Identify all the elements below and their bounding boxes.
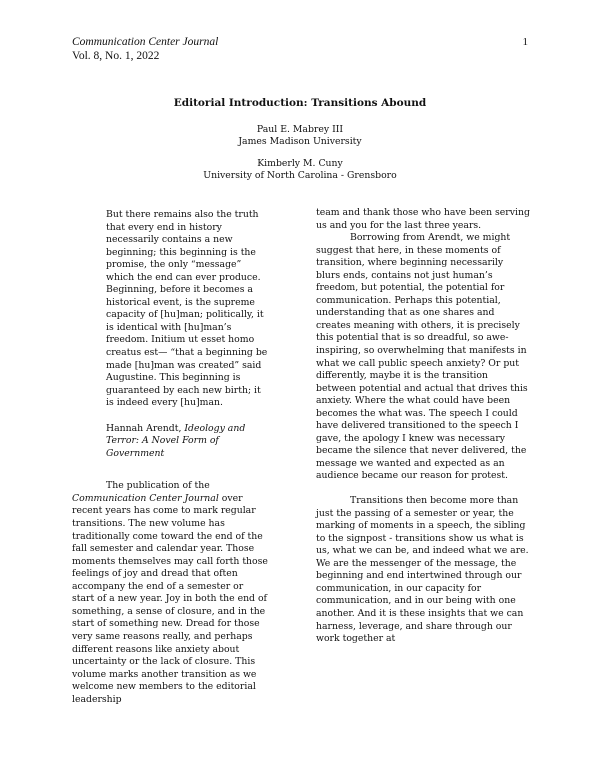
epigraph-source: Ideology and Terror: A Novel Form of Government xyxy=(106,422,246,459)
epigraph-quote: But there remains also the truth that every end in history necessarily contains a new beginning; this beginning is the promise, the only “message” which the end can ever produce. Beginning, before it becomes a historical event, is the supreme capacity of [hu]man; politically, it is identical with [hu]man’s freedom. Initium ut esset homo creatus est— “that a beginning be made [hu]man was created” said Augustine. This beginning is guaranteed by each new birth; it is indeed every [hu]man. xyxy=(106,209,268,409)
epigraph-attribution xyxy=(106,423,268,461)
author-block-2 xyxy=(0,158,600,181)
left-column xyxy=(72,209,268,706)
running-header xyxy=(72,35,218,63)
article-title: Editorial Introduction: Transitions Abound xyxy=(173,97,427,109)
author-name: Kimberly M. Cuny xyxy=(257,158,343,169)
body-paragraph-2: Borrowing from Arendt, we might suggest that here, in these moments of transition, where beginning necessarily blurs ends, contains not just human’s freedom, but potential, the potential for communication. Perhaps this potential, understanding that as one shares and creates meaning with others, it is precisely this potential that is so dreadful, so awe-inspiring, so overwhelming that manifests in what we call public speech anxiety? Or put differently, maybe it is the transition between potential and actual that drives this anxiety. Where the what could have been becomes the what was. The speech I could have delivered transitioned to the speech I gave, the apology I knew was necessary became the silence that never delivered, the message we wanted and expected as an audience became our reason for protest. xyxy=(316,232,528,482)
author-affiliation: University of North Carolina - Grensboro xyxy=(203,169,397,181)
body-paragraph-1 xyxy=(72,480,268,706)
volume-info: Vol. 8, No. 1, 2022 xyxy=(72,50,160,62)
author-name: Paul E. Mabrey III xyxy=(256,124,344,135)
body-paragraph-1-continued: team and thank those who have been serving us and you for the last three years. xyxy=(316,207,530,231)
journal-title-inline: Communication Center Journal xyxy=(72,492,219,504)
page-number: 1 xyxy=(522,36,528,48)
author-block-1 xyxy=(0,124,600,147)
author-affiliation: James Madison University xyxy=(238,135,362,147)
body-text: The publication of the xyxy=(106,480,210,492)
right-column xyxy=(316,207,530,646)
body-paragraph-3: Transitions then become more than just the passing of a semester or year, the marking of moments in a speech, the sibling to the signpost - transitions show us what is us, what we can be, and indeed what we are. We are the messenger of the message, the beginning and end intertwined through our communication, in our capacity for communication, and in our being with one another. And it is these insights that we can harness, leverage, and share through our work together at xyxy=(316,495,529,645)
epigraph xyxy=(72,209,268,460)
epigraph-author: Hannah Arendt, xyxy=(106,422,185,434)
body-text: over recent years has come to mark regular transitions. The new volume has traditionally come toward the end of the fall semester and calendar year. Those moments themselves may call forth those feelings of joy and dread that often accompany the end of a semester or start of a new year. Joy in both the end of something, a sense of closure, and in the start of something new. Dread for those very same reasons really, and perhaps different reasons like anxiety about uncertainty or the lack of closure. This volume marks another transition as we welcome new members to the editorial leadership xyxy=(72,492,268,705)
journal-name: Communication Center Journal xyxy=(72,36,219,48)
